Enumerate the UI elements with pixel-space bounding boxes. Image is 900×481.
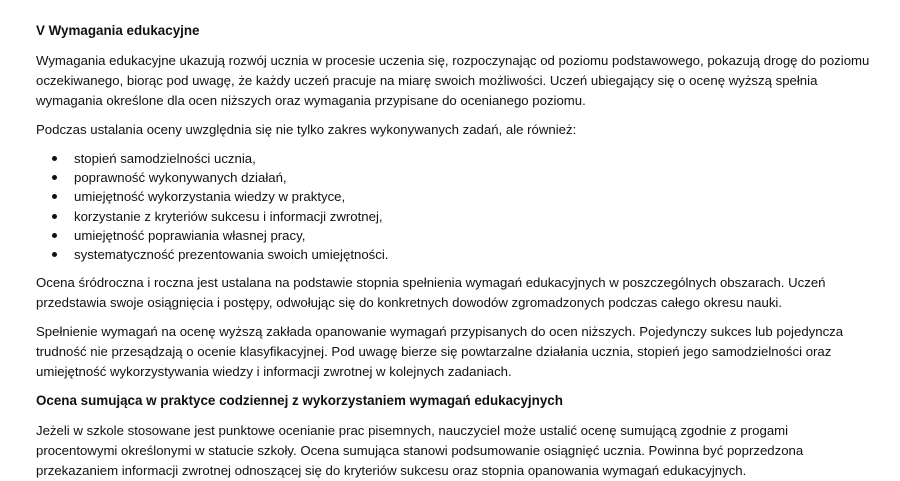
list-item: umiejętność wykorzystania wiedzy w praktyce, xyxy=(36,187,872,206)
list-item: systematyczność prezentowania swoich umiejętności. xyxy=(36,245,872,264)
section-heading-ocena-sumujaca: Ocena sumująca w praktyce codziennej z wykorzystaniem wymagań edukacyjnych xyxy=(36,393,563,409)
criteria-list xyxy=(36,149,872,264)
list-item: korzystanie z kryteriów sukcesu i informacji zwrotnej, xyxy=(36,207,872,226)
bullet-icon xyxy=(52,233,57,238)
paragraph-requirements: Spełnienie wymagań na ocenę wyższą zakłada opanowanie wymagań przypisanych do ocen niższych. Pojedynczy sukces lub pojedyncza trudność nie przesądzają o ocenie klasyfikacyjnej. Pod uwagę bierze się powtarzalne działania ucznia, stopień jego samodzielności oraz umiejętność wykorzystywania wiedzy i informacji zwrotnej w kolejnych zadaniach. xyxy=(36,324,844,380)
bullet-icon xyxy=(52,194,57,199)
paragraph-criteria-lead: Podczas ustalania oceny uwzględnia się nie tylko zakres wykonywanych zadań, ale również: xyxy=(36,122,577,137)
paragraph-assessment: Ocena śródroczna i roczna jest ustalana na podstawie stopnia spełnienia wymagań edukacyjnych w poszczególnych obszarach. Uczeń przedstawia swoje osiągnięcia i postępy, odwołując się do konkretnych dowodów zgromadzonych podczas całego okresu nauki. xyxy=(36,275,826,311)
bullet-icon xyxy=(52,156,57,161)
section-heading-wymagania: V Wymagania edukacyjne xyxy=(36,23,200,38)
list-item: poprawność wykonywanych działań, xyxy=(36,168,872,187)
paragraph-summative: Jeżeli w szkole stosowane jest punktowe ocenianie prac pisemnych, nauczyciel może ustalić ocenę sumującą zgodnie z progami procentowymi określonymi w statucie szkoły. Ocena sumująca stanowi podsumowanie osiągnięć ucznia. Powinna być poprzedzona przekazaniem informacji zwrotnej odnoszącej się do kryteriów sukcesu oraz stopnia opanowania wymagań edukacyjnych. xyxy=(36,423,804,479)
list-item: stopień samodzielności ucznia, xyxy=(36,149,872,168)
bullet-icon xyxy=(52,214,57,219)
list-item: umiejętność poprawiania własnej pracy, xyxy=(36,226,872,245)
bullet-icon xyxy=(52,252,57,257)
bullet-icon xyxy=(52,175,57,180)
paragraph-intro: Wymagania edukacyjne ukazują rozwój ucznia w procesie uczenia się, rozpoczynając od poziomu podstawowego, pokazują drogę do poziomu oczekiwanego, biorąc pod uwagę, że każdy uczeń pracuje na miarę swoich możliwości. Uczeń ubiegający się o ocenę wyższą spełnia wymagania określone dla ocen niższych oraz wymagania przypisane do ocenianego poziomu. xyxy=(36,53,870,108)
